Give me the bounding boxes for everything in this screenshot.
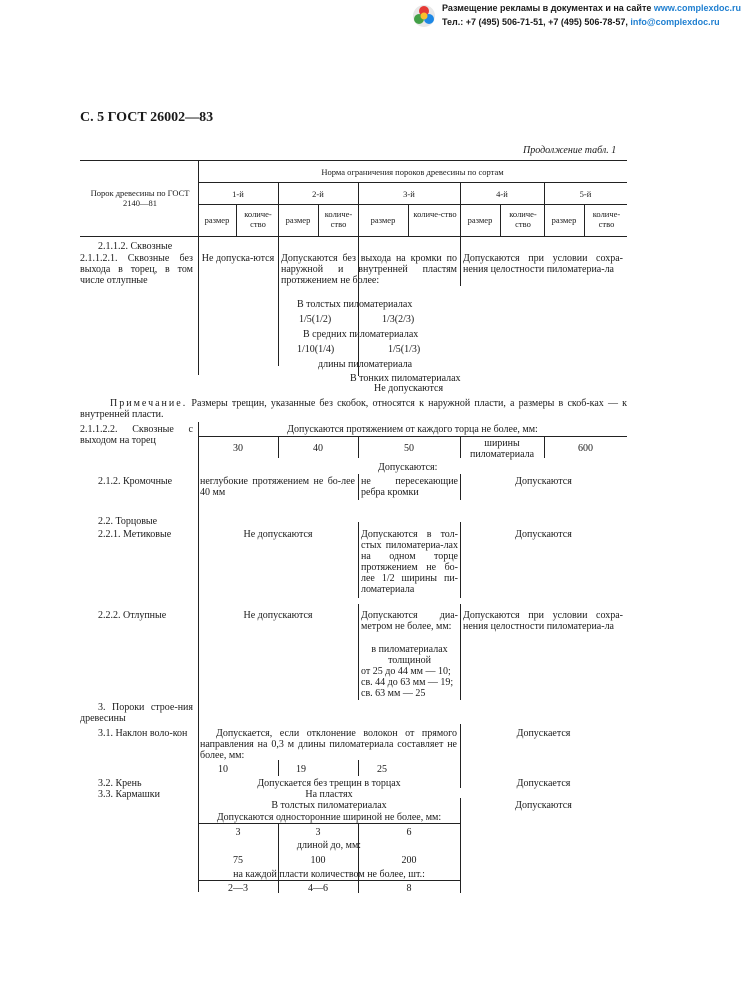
karm-plast: На пластях [305, 789, 353, 800]
row-2-2-1: 2.2.1. Метиковые [98, 529, 172, 540]
continuation-label: Продолжение табл. 1 [523, 145, 617, 156]
karm-w-v1: 3 [235, 827, 241, 838]
thick-label: В толстых пиломатериалах [297, 299, 413, 310]
end-vals-rule [198, 436, 627, 437]
grade-5: 5-й [579, 189, 592, 199]
karm-div-4 [460, 798, 461, 812]
edge-allowed-top: Допускаются: [378, 462, 438, 473]
row-3: 3. Пороки строе-ния древесины [80, 702, 193, 724]
naklon-div-1 [278, 760, 279, 776]
sub-size-3: размер [370, 215, 396, 225]
karm-count: на каждой пласти количеством не более, шт.: [233, 869, 425, 880]
otlup-g3-c: от 25 до 44 мм — 10; [361, 666, 451, 677]
metik-g12: Не допускаются [243, 529, 313, 540]
otlup-g3-e: св. 63 мм — 25 [361, 688, 426, 699]
medium-v2: 1/5(1/3) [388, 344, 421, 355]
karm-width: Допускаются односторонние шириной не более, мм: [216, 812, 442, 823]
end-val-3: 50 [404, 443, 414, 454]
karm-c-v1: 2—3 [228, 883, 248, 894]
otlup-div-4 [460, 604, 461, 700]
row-2-1-1-2-2: 2.1.1.2.2. Сквозные с выходом на торец [80, 424, 193, 446]
naklon-text: Допускается, если отклонение волокон от прямого направления на 0,3 м длины пиломатериала составляет не более, мм: [200, 728, 457, 761]
g45-allowed-cond: Допускаются при условии сохра-нения целостности пиломатериа-ла [463, 253, 623, 275]
otlup-g3-d: св. 44 до 63 мм — 19; [361, 677, 454, 688]
sub-divider-1 [236, 204, 237, 236]
grade-2: 2-й [312, 189, 324, 199]
otlup-div-3 [358, 604, 359, 700]
sub-size-4: размер [467, 215, 493, 225]
edge-g3: не пересекающие ребра кромки [361, 476, 458, 498]
end-val-5: 600 [578, 443, 593, 454]
karm-w-v3: 6 [406, 827, 412, 838]
edge-div-4 [460, 474, 461, 500]
kren-text: Допускается без трещин в торцах [257, 778, 401, 789]
edge-g12: неглубокие протяжением не бо-лее 40 мм [200, 476, 355, 498]
norm-title-rule [198, 182, 627, 183]
ad-logo-icon [412, 4, 436, 28]
otlup-g3-a: Допускаются диа-метром не более, мм: [361, 610, 458, 632]
end-allowed: Допускаются протяжением от каждого торца не более, мм: [287, 424, 538, 435]
ad-site-link[interactable]: www.complexdoc.ru [653, 3, 741, 13]
end-val-2: 40 [313, 443, 323, 454]
g2g3-divider-a [358, 236, 359, 376]
naklon-div-2 [358, 760, 359, 776]
karm-w-v2: 3 [315, 827, 321, 838]
grade-3: 3-й [403, 189, 415, 199]
otlup-g3-b: в пиломатериалах толщиной [371, 644, 448, 666]
note [80, 398, 627, 420]
karm-div-1 [278, 823, 279, 893]
thick-v2: 1/3(2/3) [382, 314, 415, 325]
note-label: Примечание. [110, 398, 188, 409]
edge-div-3 [358, 474, 359, 500]
ad-line-2: Тел.: +7 (495) 506-71-51, +7 (495) 506-78-57, info@complexdoc.ru [442, 17, 720, 27]
karm-c-v2: 4—6 [308, 883, 328, 894]
grade-4: 4-й [496, 189, 508, 199]
medium-label: В средних пиломатериалах [303, 329, 419, 340]
otlup-g12: Не допускаются [243, 610, 313, 621]
otlup-g45: Допускаются при условии сохра-нения целостности пиломатериа-ла [463, 610, 623, 632]
naklon-div-4 [460, 724, 461, 778]
naklon-v1: 10 [218, 764, 228, 775]
sub-qty-1: количе-ство [244, 209, 272, 229]
karm-w-rule [198, 823, 460, 824]
g1g2-divider-a [278, 236, 279, 366]
end-val-4: ширины пиломатериала [469, 438, 535, 460]
sub-qty-4: количе-ство [509, 209, 537, 229]
ad-line-1: Размещение рекламы в документах и на сайте www.complexdoc.ru [442, 3, 741, 13]
page-header: С. 5 ГОСТ 26002—83 [80, 110, 214, 125]
end-val-1: 30 [233, 443, 243, 454]
edge-g45: Допускаются [515, 476, 572, 487]
thin-na: Не допускаются [374, 383, 444, 394]
ad-email-link[interactable]: info@complexdoc.ru [630, 17, 720, 27]
row-3-1: 3.1. Наклон воло-кон [98, 728, 188, 739]
header-bottom-rule [80, 236, 627, 237]
table-top-rule [80, 160, 627, 161]
row-2-2-2: 2.2.2. Отлупные [98, 610, 167, 621]
karm-thick: В толстых пиломатериалах [271, 800, 387, 811]
g23-allowed-text: Допускаются без выхода на кромки по наружной и внутренней пластям протяжением не более: [281, 253, 457, 286]
kren-g45: Допускается [516, 778, 571, 789]
karm-div-3 [460, 812, 461, 893]
sub-size-2: размер [285, 215, 311, 225]
karm-div-2 [358, 823, 359, 893]
sub-size-1: размер [204, 215, 230, 225]
row-3-3: 3.3. Кармашки [98, 789, 160, 800]
sub-qty-3: количе-ство [413, 209, 457, 219]
sub-divider-4 [500, 204, 501, 236]
karm-g45: Допускаются [515, 800, 572, 811]
karm-c-v3: 8 [406, 883, 412, 894]
thick-v1: 1/5(1/2) [299, 314, 332, 325]
karm-l-v3: 200 [401, 855, 417, 866]
naklon-v2: 19 [296, 764, 306, 775]
metik-g45: Допускаются [515, 529, 572, 540]
row-3-2: 3.2. Крень [98, 778, 142, 789]
sub-qty-2: количе-ство [324, 209, 353, 229]
sub-size-5: размер [551, 215, 577, 225]
karm-len: длиной до, мм: [296, 840, 362, 851]
sub-divider-5 [584, 204, 585, 236]
metik-div-4 [460, 522, 461, 598]
lengths-label: длины пиломатериала [318, 359, 413, 370]
row-2-1-1-2-1: 2.1.1.2.1. Сквозные без выхода в торец, в том числе отлупные [80, 253, 193, 286]
metik-div-3 [358, 522, 359, 598]
karm-l-v1: 75 [233, 855, 243, 866]
row-2-1-1-2: 2.1.1.2. Сквозные [98, 241, 173, 252]
medium-v1: 1/10(1/4) [297, 344, 335, 355]
g3g4-divider-a [460, 236, 461, 286]
grade-rule [198, 204, 627, 205]
kren-div-4 [460, 776, 461, 788]
grade-1: 1-й [232, 189, 244, 199]
naklon-g45: Допускается [516, 728, 571, 739]
header-col1: Порок древесины по ГОСТ 2140—81 [90, 188, 190, 208]
norm-title: Норма ограничения пороков древесины по сортам [321, 167, 504, 177]
karm-l-v2: 100 [310, 855, 326, 866]
row-2-2: 2.2. Торцовые [98, 516, 158, 527]
karm-c-rule [198, 880, 460, 881]
sub-qty-5: количе-ство [592, 209, 621, 229]
thin-label: В тонких пиломатериалах [350, 373, 461, 384]
row-2-1-2: 2.1.2. Кромочные [98, 476, 173, 487]
sub-divider-3 [408, 204, 409, 236]
metik-g3: Допускаются в тол-стых пиломатериа-лах на одном торце протяжением не бо-лее 1/2 ширины пи-ломатериала [361, 529, 458, 595]
g1-not-allowed: Не допуска-ются [201, 253, 275, 264]
naklon-v3: 25 [377, 764, 387, 775]
note-text: Размеры трещин, указанные без скобок, относятся к наружной пласти, а размеры в скоб-ках — к внутренней пласти. [80, 398, 627, 420]
